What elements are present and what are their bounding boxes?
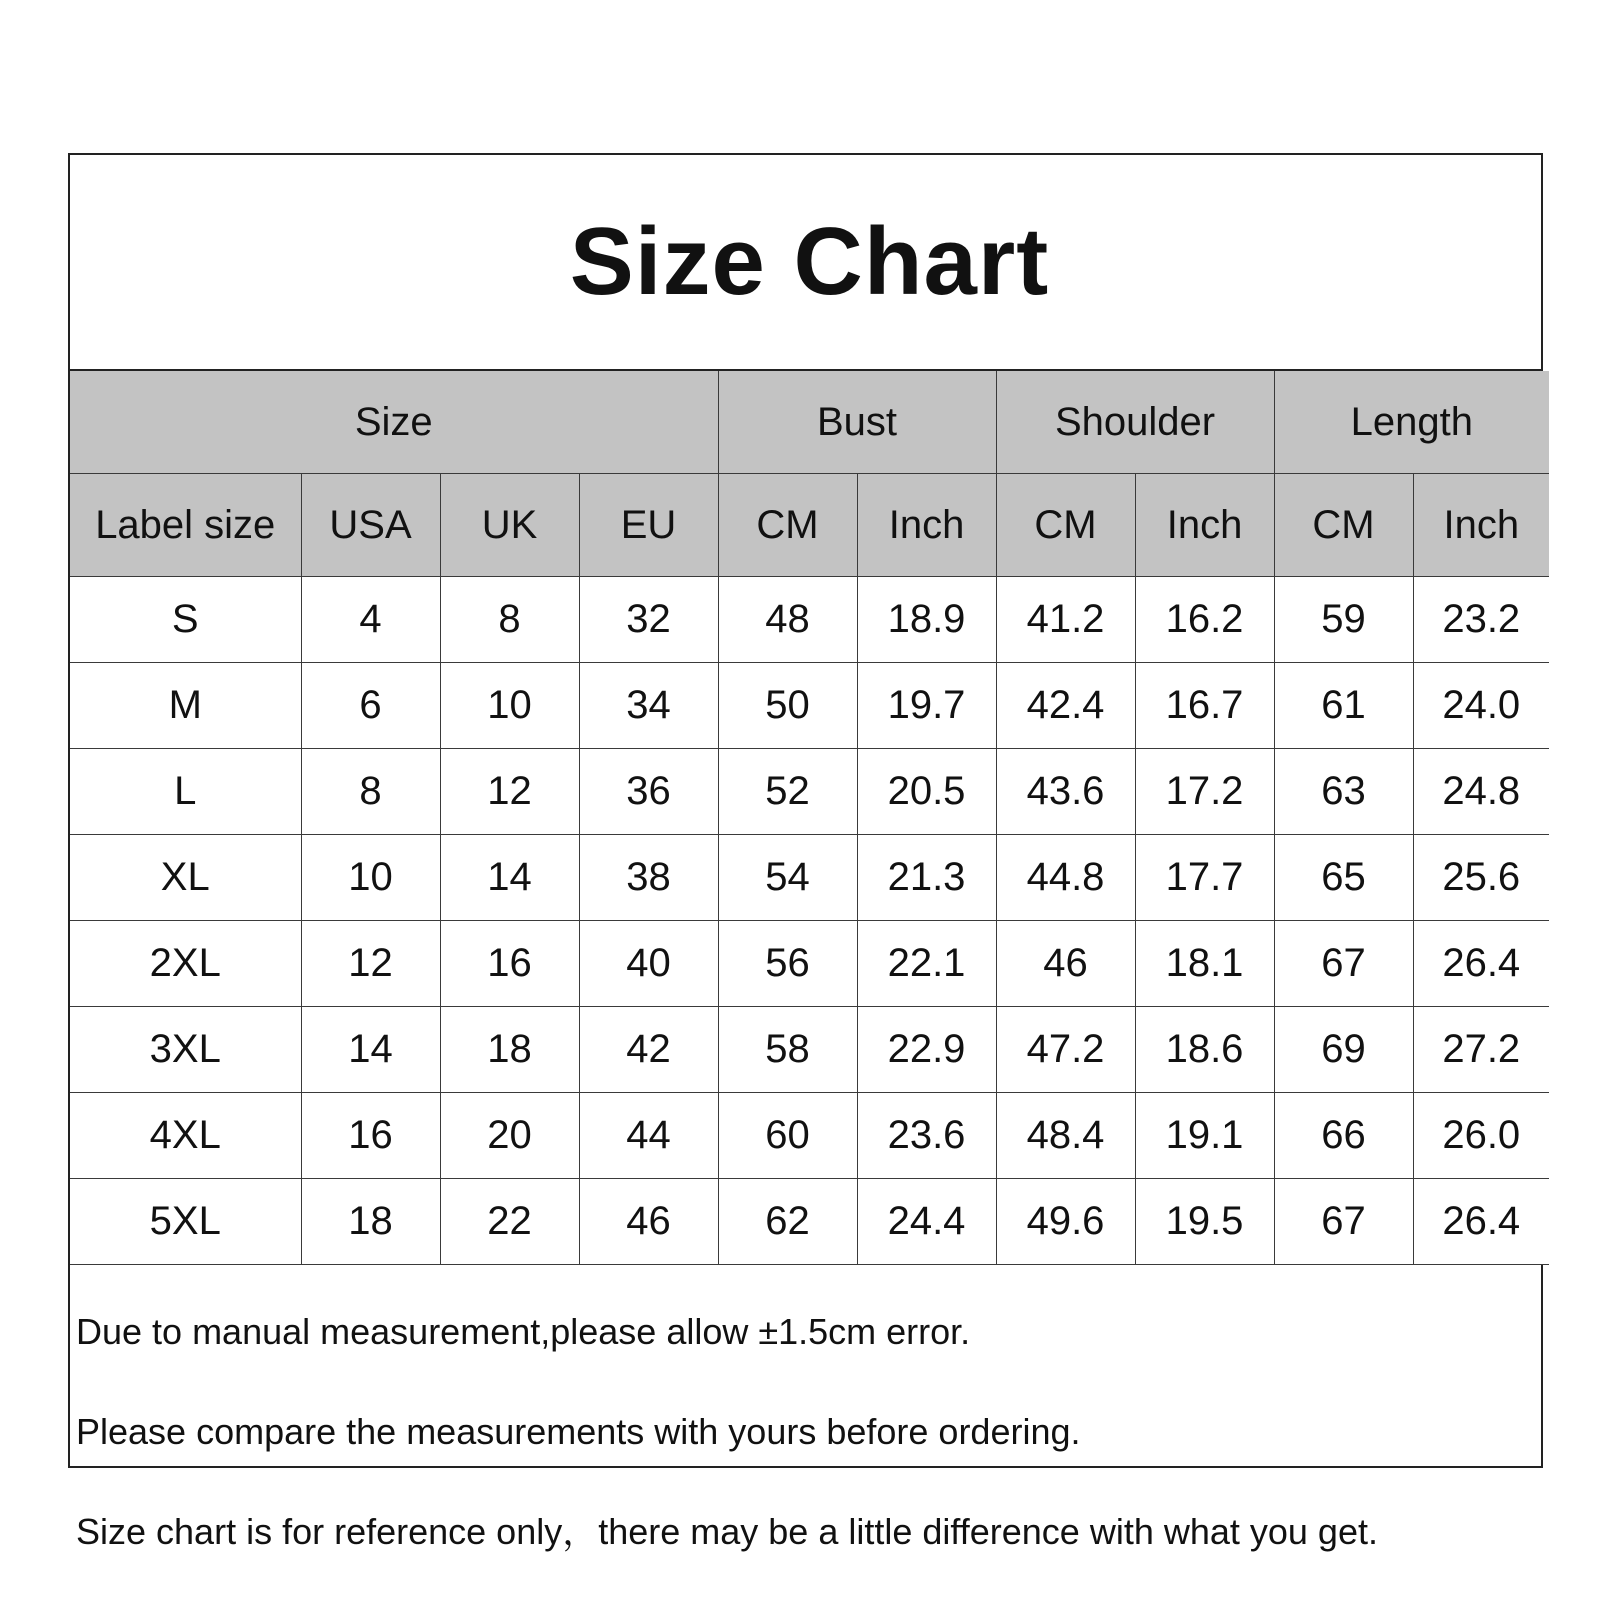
cell-bust-inch: 24.4 xyxy=(857,1179,996,1265)
cell-length-cm: 63 xyxy=(1274,749,1413,835)
cell-uk: 18 xyxy=(440,1007,579,1093)
cell-usa: 4 xyxy=(301,577,440,663)
column-header-usa: USA xyxy=(301,474,440,577)
cell-label-size: 2XL xyxy=(70,921,301,1007)
table-row xyxy=(70,1093,1549,1179)
cell-bust-inch: 19.7 xyxy=(857,663,996,749)
cell-bust-inch: 22.1 xyxy=(857,921,996,1007)
cell-length-cm: 66 xyxy=(1274,1093,1413,1179)
cell-length-cm: 67 xyxy=(1274,1179,1413,1265)
column-header-shoulder-cm: CM xyxy=(996,474,1135,577)
cell-usa: 10 xyxy=(301,835,440,921)
group-header-size: Size xyxy=(70,371,718,474)
cell-length-inch: 26.0 xyxy=(1413,1093,1549,1179)
cell-shoulder-cm: 46 xyxy=(996,921,1135,1007)
cell-length-inch: 24.8 xyxy=(1413,749,1549,835)
cell-length-inch: 24.0 xyxy=(1413,663,1549,749)
cell-eu: 32 xyxy=(579,577,718,663)
cell-eu: 42 xyxy=(579,1007,718,1093)
cell-bust-cm: 50 xyxy=(718,663,857,749)
cell-length-cm: 65 xyxy=(1274,835,1413,921)
cell-bust-cm: 60 xyxy=(718,1093,857,1179)
note-line: Please compare the measurements with yours before ordering. xyxy=(76,1411,1081,1452)
cell-usa: 14 xyxy=(301,1007,440,1093)
cell-bust-inch: 18.9 xyxy=(857,577,996,663)
table-row xyxy=(70,663,1549,749)
size-table xyxy=(70,371,1549,1265)
note-line: Due to manual measurement,please allow ±1.5cm error. xyxy=(76,1311,971,1352)
cell-eu: 46 xyxy=(579,1179,718,1265)
cell-shoulder-inch: 19.5 xyxy=(1135,1179,1274,1265)
group-header-bust: Bust xyxy=(718,371,996,474)
cell-shoulder-inch: 18.6 xyxy=(1135,1007,1274,1093)
cell-usa: 18 xyxy=(301,1179,440,1265)
cell-bust-cm: 54 xyxy=(718,835,857,921)
cell-shoulder-cm: 42.4 xyxy=(996,663,1135,749)
cell-shoulder-cm: 44.8 xyxy=(996,835,1135,921)
table-row xyxy=(70,1007,1549,1093)
table-body xyxy=(70,577,1549,1265)
cell-shoulder-cm: 49.6 xyxy=(996,1179,1135,1265)
column-header-shoulder-inch: Inch xyxy=(1135,474,1274,577)
group-header-length: Length xyxy=(1274,371,1549,474)
cell-bust-cm: 58 xyxy=(718,1007,857,1093)
cell-bust-cm: 62 xyxy=(718,1179,857,1265)
cell-length-inch: 27.2 xyxy=(1413,1007,1549,1093)
cell-label-size: 4XL xyxy=(70,1093,301,1179)
cell-eu: 36 xyxy=(579,749,718,835)
cell-length-cm: 61 xyxy=(1274,663,1413,749)
note-line: Size chart is for reference only，there may be a little difference with what you get. xyxy=(76,1511,1378,1552)
cell-label-size: M xyxy=(70,663,301,749)
cell-usa: 6 xyxy=(301,663,440,749)
cell-label-size: S xyxy=(70,577,301,663)
cell-bust-inch: 21.3 xyxy=(857,835,996,921)
column-header-length-inch: Inch xyxy=(1413,474,1549,577)
cell-uk: 10 xyxy=(440,663,579,749)
cell-length-inch: 25.6 xyxy=(1413,835,1549,921)
table-row xyxy=(70,749,1549,835)
cell-uk: 20 xyxy=(440,1093,579,1179)
cell-eu: 44 xyxy=(579,1093,718,1179)
cell-uk: 16 xyxy=(440,921,579,1007)
notes xyxy=(76,1257,1516,1607)
cell-label-size: 3XL xyxy=(70,1007,301,1093)
cell-length-cm: 67 xyxy=(1274,921,1413,1007)
table-row xyxy=(70,1179,1549,1265)
table-row xyxy=(70,921,1549,1007)
cell-label-size: 5XL xyxy=(70,1179,301,1265)
cell-uk: 14 xyxy=(440,835,579,921)
cell-bust-cm: 48 xyxy=(718,577,857,663)
cell-shoulder-cm: 43.6 xyxy=(996,749,1135,835)
column-header-length-cm: CM xyxy=(1274,474,1413,577)
cell-label-size: L xyxy=(70,749,301,835)
cell-usa: 16 xyxy=(301,1093,440,1179)
column-header-uk: UK xyxy=(440,474,579,577)
table-row xyxy=(70,577,1549,663)
cell-shoulder-inch: 16.7 xyxy=(1135,663,1274,749)
cell-shoulder-cm: 41.2 xyxy=(996,577,1135,663)
cell-usa: 8 xyxy=(301,749,440,835)
group-header-row xyxy=(70,371,1549,474)
group-header-shoulder: Shoulder xyxy=(996,371,1274,474)
cell-shoulder-inch: 18.1 xyxy=(1135,921,1274,1007)
cell-uk: 8 xyxy=(440,577,579,663)
page-title: Size Chart xyxy=(569,208,1050,315)
cell-bust-inch: 22.9 xyxy=(857,1007,996,1093)
cell-shoulder-cm: 47.2 xyxy=(996,1007,1135,1093)
column-header-bust-cm: CM xyxy=(718,474,857,577)
cell-uk: 22 xyxy=(440,1179,579,1265)
cell-shoulder-inch: 19.1 xyxy=(1135,1093,1274,1179)
cell-eu: 40 xyxy=(579,921,718,1007)
table-row xyxy=(70,835,1549,921)
column-header-bust-inch: Inch xyxy=(857,474,996,577)
cell-bust-inch: 20.5 xyxy=(857,749,996,835)
size-chart-sheet xyxy=(68,153,1543,1552)
cell-usa: 12 xyxy=(301,921,440,1007)
cell-length-inch: 26.4 xyxy=(1413,921,1549,1007)
cell-length-inch: 26.4 xyxy=(1413,1179,1549,1265)
cell-shoulder-inch: 17.7 xyxy=(1135,835,1274,921)
cell-shoulder-cm: 48.4 xyxy=(996,1093,1135,1179)
column-header-label-size: Label size xyxy=(70,474,301,577)
cell-shoulder-inch: 17.2 xyxy=(1135,749,1274,835)
cell-bust-inch: 23.6 xyxy=(857,1093,996,1179)
column-header-eu: EU xyxy=(579,474,718,577)
cell-bust-cm: 56 xyxy=(718,921,857,1007)
column-header-row xyxy=(70,474,1549,577)
cell-length-inch: 23.2 xyxy=(1413,577,1549,663)
cell-length-cm: 69 xyxy=(1274,1007,1413,1093)
cell-bust-cm: 52 xyxy=(718,749,857,835)
title-area xyxy=(70,155,1541,371)
cell-label-size: XL xyxy=(70,835,301,921)
cell-uk: 12 xyxy=(440,749,579,835)
cell-length-cm: 59 xyxy=(1274,577,1413,663)
cell-eu: 38 xyxy=(579,835,718,921)
cell-eu: 34 xyxy=(579,663,718,749)
cell-shoulder-inch: 16.2 xyxy=(1135,577,1274,663)
